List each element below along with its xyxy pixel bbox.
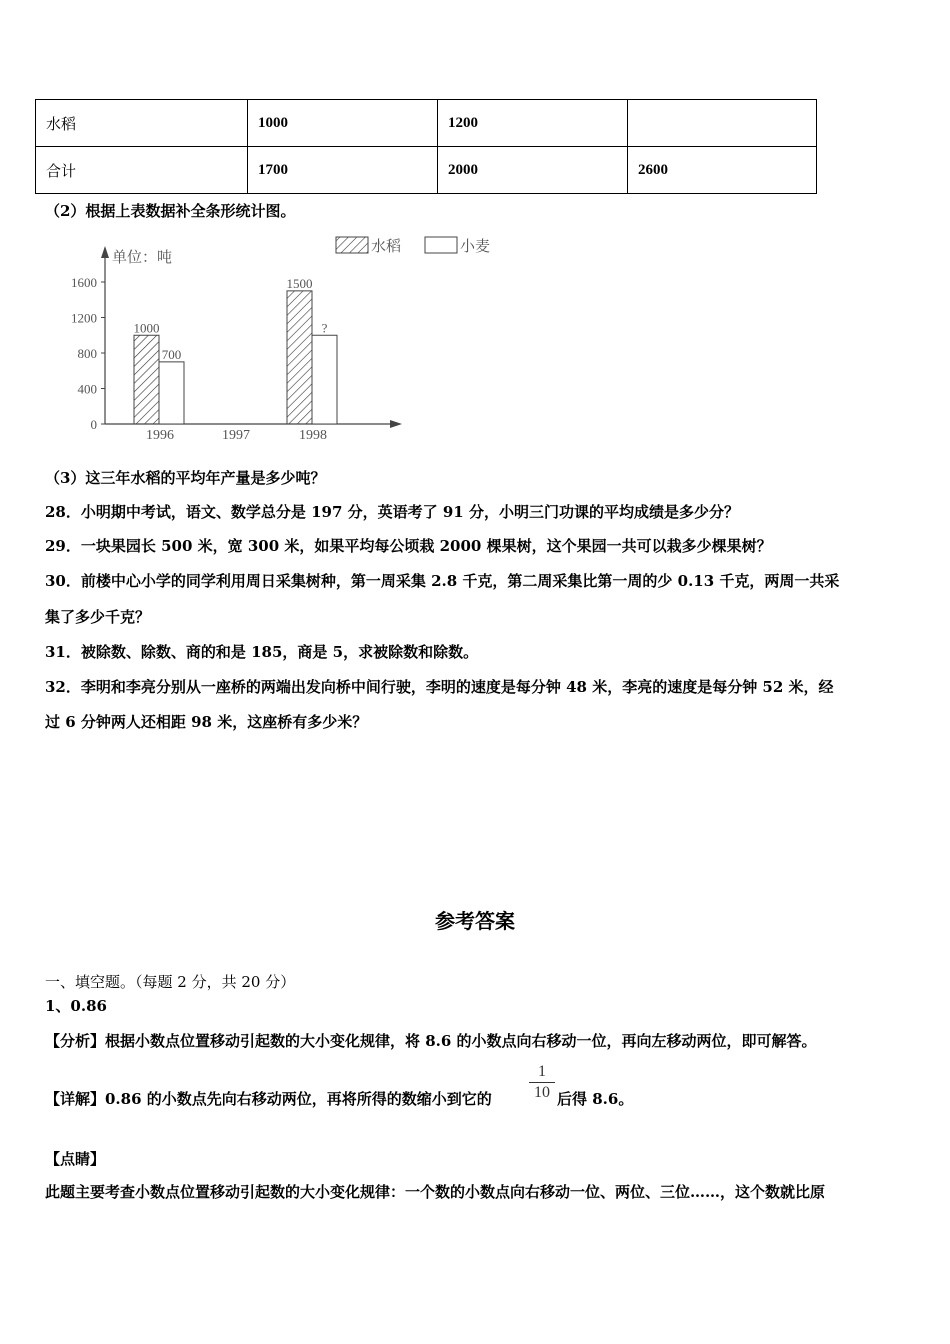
fraction-bar	[529, 1082, 555, 1083]
answer-detail-start: 【详解】0.86 的小数点先向右移动两位，再将所得的数缩小到它的	[45, 1090, 492, 1108]
question-28: 28．小明期中考试，语文、数学总分是 197 分，英语考了 91 分，小明三门功课的平均成绩是多少分？	[45, 503, 739, 521]
table-row	[36, 147, 817, 194]
answer-analysis: 【分析】根据小数点位置移动引起数的大小变化规律，将 8.6 的小数点向右移动一位，再向左移动两位，即可解答。	[45, 1032, 817, 1050]
x-tick-label: 1996	[146, 428, 174, 443]
bar-rice	[287, 291, 312, 424]
unit-label: 单位：吨	[112, 250, 173, 266]
x-tick-label: 1997	[222, 428, 250, 443]
answer-item-1: 1、0.86	[45, 997, 107, 1015]
bar-wheat	[312, 335, 337, 424]
table-cell: 1000	[248, 100, 438, 147]
y-tick-label: 0	[90, 417, 97, 432]
question-3-text: （3）这三年水稻的平均年产量是多少吨？	[45, 469, 326, 487]
bar-rice	[134, 335, 159, 424]
table-cell: 1700	[248, 147, 438, 194]
bar-chart	[60, 228, 510, 446]
question-32-line1: 32．李明和李亮分别从一座桥的两端出发向桥中间行驶，李明的速度是每分钟 48 米，李亮的速度是每分钟 52 米，经	[45, 678, 834, 696]
table-cell: 1200	[438, 100, 628, 147]
table-cell: 2000	[438, 147, 628, 194]
question-30-line1: 30．前楼中心小学的同学利用周日采集树种，第一周采集 2.8 千克，第二周采集比第一周的少 0.13 千克，两周一共采	[45, 572, 840, 590]
question-2-text: （2）根据上表数据补全条形统计图。	[45, 202, 296, 220]
data-label-wheat: 700	[161, 346, 182, 362]
data-label-rice: 1000	[133, 320, 160, 336]
legend-swatch-wheat	[425, 237, 457, 253]
table-cell: 2600	[628, 147, 817, 194]
fraction-denominator: 10	[534, 1084, 550, 1101]
data-label-rice: 1500	[286, 275, 313, 291]
legend-swatch-rice	[336, 237, 368, 253]
table-row	[36, 100, 817, 147]
answers-title: 参考答案	[435, 909, 515, 933]
table-cell: 合计	[36, 147, 248, 194]
y-axis-arrow	[101, 246, 109, 258]
x-tick-label: 1998	[299, 428, 327, 443]
y-tick-label: 1200	[71, 310, 97, 326]
fraction-one-tenth	[529, 1063, 555, 1102]
y-tick-label: 400	[77, 381, 97, 397]
comment-heading: 【点睛】	[45, 1150, 106, 1168]
y-tick-label: 1600	[71, 275, 97, 290]
question-31: 31．被除数、除数、商的和是 185，商是 5，求被除数和除数。	[45, 643, 479, 661]
comment-text: 此题主要考查小数点位置移动引起数的大小变化规律：一个数的小数点向右移动一位、两位、三位……，这个数就比原	[45, 1183, 826, 1201]
table-cell: 水稻	[36, 100, 248, 147]
legend-label-wheat: 小麦	[460, 239, 491, 255]
data-table	[35, 99, 817, 194]
question-30-line2: 集了多少千克？	[45, 608, 151, 626]
fraction-numerator: 1	[538, 1063, 546, 1080]
question-29: 29．一块果园长 500 米，宽 300 米，如果平均每公顷栽 2000 棵果树，这个果园一共可以栽多少棵果树？	[45, 537, 772, 555]
legend-label-rice: 水稻	[371, 239, 402, 255]
answer-detail-end: 后得 8.6。	[557, 1090, 634, 1108]
x-axis-arrow	[390, 420, 402, 428]
question-32-line2: 过 6 分钟两人还相距 98 米，这座桥有多少米？	[45, 713, 368, 731]
bar-wheat	[159, 362, 184, 424]
table-cell	[628, 100, 817, 147]
y-tick-label: 800	[77, 346, 97, 361]
data-label-wheat: ?	[321, 320, 328, 336]
answers-section-heading: 一、填空题。（每题 2 分，共 20 分）	[45, 973, 296, 991]
